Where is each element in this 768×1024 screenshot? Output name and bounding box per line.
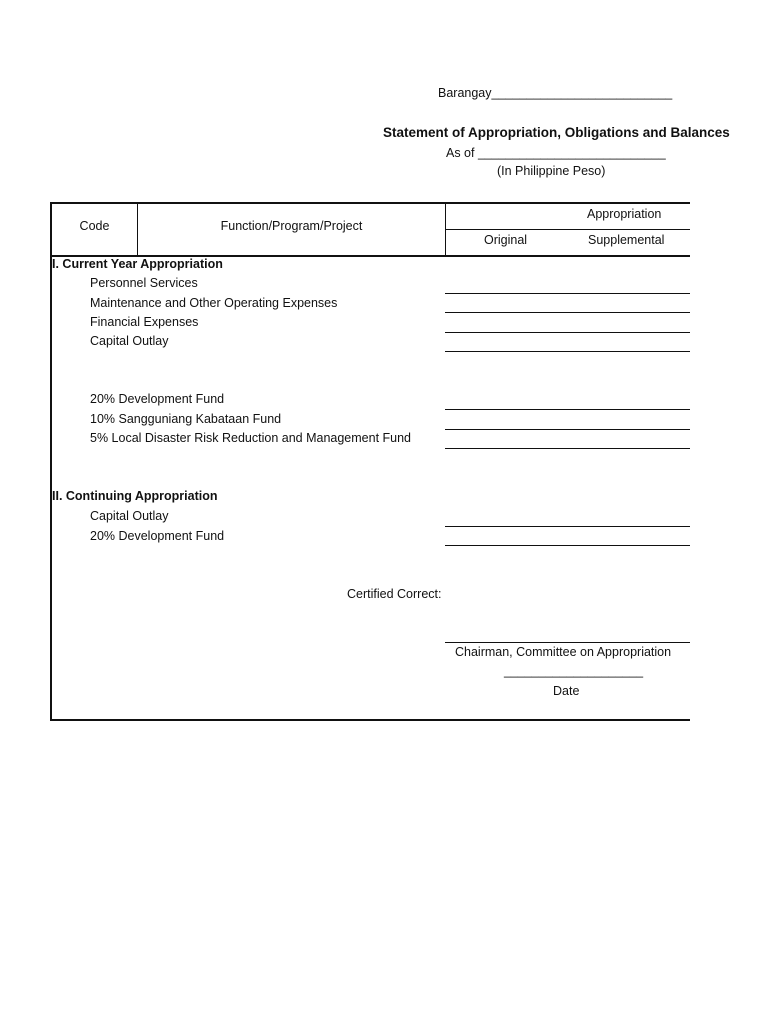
amount-line xyxy=(445,332,690,333)
amount-line xyxy=(445,351,690,352)
amount-line xyxy=(445,545,690,546)
section-continuing-heading: II. Continuing Appropriation xyxy=(52,489,218,503)
date-line: ____________________ xyxy=(504,664,644,678)
signature-line xyxy=(445,642,690,643)
list-item: 20% Development Fund xyxy=(90,529,225,543)
list-item: 20% Development Fund xyxy=(90,392,225,406)
signatory-title: Chairman, Committee on Appropriation xyxy=(455,645,672,659)
header-original: Original xyxy=(484,233,528,247)
amount-line xyxy=(445,526,690,527)
date-label: Date xyxy=(553,684,580,698)
list-item: 5% Local Disaster Risk Reduction and Management Fund xyxy=(90,431,412,445)
section-current-heading: I. Current Year Appropriation xyxy=(52,257,223,271)
list-item: Financial Expenses xyxy=(90,315,199,329)
barangay-field: Barangay__________________________ xyxy=(438,86,673,100)
amount-line xyxy=(445,312,690,313)
amount-line xyxy=(445,429,690,430)
table-top-border xyxy=(50,202,690,204)
list-item: Capital Outlay xyxy=(90,334,169,348)
certified-correct-label: Certified Correct: xyxy=(347,587,442,601)
table-left-border xyxy=(50,202,52,721)
list-item: Maintenance and Other Operating Expenses xyxy=(90,296,338,310)
header-appropriation: Appropriation xyxy=(587,207,662,221)
table-bottom-border xyxy=(50,719,690,721)
as-of-field: As of ___________________________ xyxy=(446,146,666,160)
currency-note: (In Philippine Peso) xyxy=(497,164,606,178)
header-supplemental: Supplemental xyxy=(588,233,665,247)
list-item: 10% Sangguniang Kabataan Fund xyxy=(90,412,282,426)
header-code: Code xyxy=(79,219,110,233)
list-item: Personnel Services xyxy=(90,276,198,290)
list-item: Capital Outlay xyxy=(90,509,169,523)
amount-line xyxy=(445,293,690,294)
amount-line xyxy=(445,448,690,449)
header-function: Function/Program/Project xyxy=(220,219,363,233)
appropriation-subheader-divider xyxy=(445,229,690,230)
page-title: Statement of Appropriation, Obligations and Balances xyxy=(383,125,730,140)
amount-line xyxy=(445,409,690,410)
